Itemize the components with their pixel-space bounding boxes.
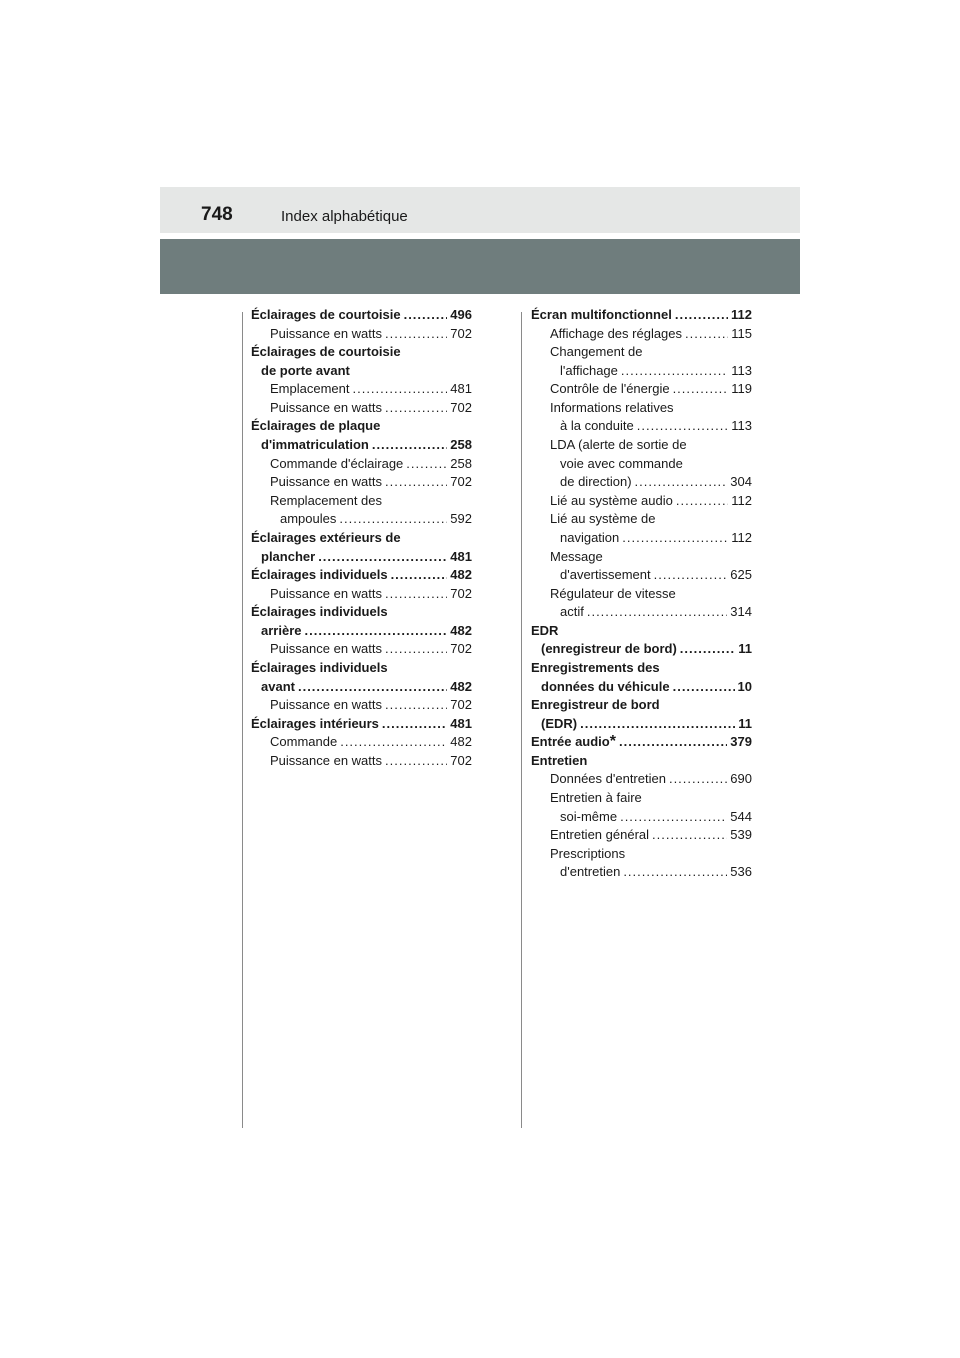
dot-leader (318, 548, 447, 567)
index-entry (531, 808, 752, 827)
index-entry (531, 380, 752, 399)
index-entry-label: Éclairages de plaque (251, 418, 381, 434)
dot-leader (622, 529, 728, 548)
dot-leader (406, 455, 447, 474)
page-reference: 496 (450, 307, 472, 322)
index-entry-text (531, 622, 752, 641)
page-reference: 11 (738, 641, 752, 657)
index-entry-label: actif (560, 604, 584, 620)
dot-leader (587, 603, 727, 622)
index-entry-label: Écran multifonctionnel (531, 307, 672, 322)
page-reference: 690 (730, 771, 752, 787)
dot-leader (637, 417, 729, 436)
page-reference: 544 (730, 808, 752, 824)
dot-leader (385, 585, 447, 604)
index-entry-text (531, 399, 752, 418)
dot-leader (385, 752, 447, 771)
index-entry (251, 678, 472, 697)
dot-leader (685, 325, 728, 344)
dot-leader (372, 436, 447, 455)
index-entry-label: Puissance en watts (270, 585, 383, 601)
index-entry (251, 548, 472, 567)
dot-leader (623, 863, 727, 882)
index-entry (251, 455, 472, 474)
page-reference: 482 (450, 678, 472, 694)
index-entry-label: Lié au système de (550, 511, 656, 527)
page-reference: 113 (731, 362, 752, 378)
page-reference: 481 (450, 715, 472, 731)
index-entry-text (531, 343, 752, 362)
index-entry-label: navigation (560, 529, 620, 545)
index-entry (531, 566, 752, 585)
index-entry-text (531, 548, 752, 567)
index-entry-label: l'affichage (560, 362, 618, 378)
index-entry-label: Contrôle de l'énergie (550, 381, 670, 397)
dot-leader (676, 492, 728, 511)
index-entry (531, 678, 752, 697)
index-entry (251, 566, 472, 585)
index-entry-label: à la conduite (560, 418, 634, 434)
index-entry-text (531, 436, 752, 455)
page-reference: 702 (450, 641, 472, 657)
index-column-right (531, 306, 752, 882)
index-entry-label: Éclairages intérieurs (251, 715, 379, 731)
page-reference: 304 (730, 474, 752, 490)
index-entry-label: Éclairages de courtoisie (251, 344, 401, 360)
index-entry (531, 473, 752, 492)
dot-leader (340, 733, 447, 752)
page-reference: 702 (450, 474, 472, 490)
index-entry-label: Puissance en watts (270, 752, 383, 768)
index-entry-label: soi-même (560, 808, 618, 824)
index-entry-label: Éclairages individuels (251, 567, 388, 583)
index-entry-label: données du véhicule (541, 678, 670, 694)
index-entry (251, 622, 472, 641)
page-reference: 702 (450, 325, 472, 341)
index-entry-text (251, 529, 472, 548)
index-entry (531, 603, 752, 622)
index-entry (531, 863, 752, 882)
index-entry-text (251, 603, 472, 622)
index-entry-label: Enregistreur de bord (531, 697, 660, 713)
page-reference: 536 (730, 864, 752, 880)
index-entry-label: Lié au système audio (550, 492, 673, 508)
index-entry-label: Puissance en watts (270, 641, 383, 657)
index-entry-label: Changement de (550, 344, 643, 360)
index-entry (251, 585, 472, 604)
index-entry (251, 752, 472, 771)
dot-leader (620, 808, 727, 827)
index-entry (531, 826, 752, 845)
page-reference: 539 (730, 827, 752, 843)
index-entry-text (531, 585, 752, 604)
page-reference: 112 (731, 307, 752, 322)
section-tab-bar (160, 239, 800, 294)
page-reference: 112 (731, 492, 752, 508)
index-entry-label: (enregistreur de bord) (541, 641, 677, 657)
page-reference: 482 (450, 734, 472, 750)
dot-leader (404, 306, 448, 325)
page-reference: 10 (737, 678, 752, 694)
page-reference: 314 (730, 604, 752, 620)
index-entry-label: arrière (261, 622, 302, 638)
index-entry (531, 306, 752, 325)
index-entry-text (251, 492, 472, 511)
index-entry-text (251, 362, 472, 381)
index-entry (251, 306, 472, 325)
index-entry-label: (EDR) (541, 715, 578, 731)
page-reference: 481 (450, 381, 472, 397)
index-entry-text (531, 455, 752, 474)
index-entry-label: avant (261, 678, 295, 694)
page-reference: 625 (730, 567, 752, 583)
left-column-rule (242, 312, 243, 1128)
page-reference: 592 (450, 511, 472, 527)
index-entry-label: Données d'entretien (550, 771, 666, 787)
page-number: 748 (201, 204, 233, 225)
index-entry-text (251, 417, 472, 436)
index-entry-text (531, 789, 752, 808)
index-entry: Entrée audio * ..... 379 (531, 733, 752, 752)
index-entry-label: Éclairages individuels (251, 659, 388, 675)
index-entry-label: de direction) (560, 474, 632, 490)
index-entry-label: Commande d'éclairage (270, 455, 404, 471)
dot-leader (382, 715, 447, 734)
dot-leader (652, 826, 727, 845)
index-entry-label: Éclairages extérieurs de (251, 529, 401, 545)
dot-leader (298, 678, 447, 697)
dot-leader (352, 380, 447, 399)
index-entry (251, 510, 472, 529)
index-entry (531, 325, 752, 344)
index-entry (251, 325, 472, 344)
index-entry-label: LDA (alerte de sortie de (550, 437, 687, 453)
index-entry-text (251, 659, 472, 678)
page-reference: 702 (450, 752, 472, 768)
right-column-rule (521, 312, 522, 1128)
index-entry-label: Entretien (531, 752, 588, 768)
dot-leader (385, 696, 447, 715)
index-entry-label: d'avertissement (560, 567, 651, 583)
dot-leader (680, 640, 735, 659)
page-reference: 115 (731, 325, 752, 341)
index-entry (251, 733, 472, 752)
header-band (160, 187, 800, 233)
index-entry-label: Affichage des réglages (550, 325, 683, 341)
dot-leader (385, 473, 447, 492)
index-entry-label: voie avec commande (560, 455, 683, 471)
index-entry-label: Éclairages individuels (251, 604, 388, 620)
page-reference: 113 (731, 418, 752, 434)
index-entry-label: Puissance en watts (270, 399, 383, 415)
dot-leader (654, 566, 728, 585)
index-entry-text (251, 343, 472, 362)
index-entry-label: ampoules (280, 511, 337, 527)
dot-leader (339, 510, 447, 529)
index-entry (251, 473, 472, 492)
index-entry (251, 640, 472, 659)
index-entry-label: Entretien à faire (550, 790, 642, 806)
page-title: Index alphabétique (281, 208, 408, 225)
index-entry-label: plancher (261, 548, 316, 564)
index-entry-label: Puissance en watts (270, 697, 383, 713)
dot-leader (619, 733, 727, 752)
index-entry-label: EDR (531, 622, 559, 638)
dot-leader (673, 678, 735, 697)
index-entry (531, 640, 752, 659)
dot-leader (304, 622, 447, 641)
index-entry-text (531, 845, 752, 864)
index-entry-label: Commande (270, 734, 338, 750)
page-reference: 379 (730, 734, 752, 750)
index-entry-label: Emplacement (270, 381, 350, 397)
index-entry-text (531, 659, 752, 678)
dot-leader (673, 380, 729, 399)
index-entry-label: d'entretien (560, 864, 621, 880)
index-entry-text (531, 696, 752, 715)
dot-leader (635, 473, 728, 492)
dot-leader (385, 640, 447, 659)
index-entry-label: Éclairages de courtoisie (251, 307, 401, 322)
index-entry-label: Puissance en watts (270, 474, 383, 490)
index-entry (251, 696, 472, 715)
dot-leader (675, 306, 728, 325)
page-reference: 119 (731, 381, 752, 397)
page-reference: 258 (450, 437, 472, 453)
index-entry-label: Enregistrements des (531, 659, 660, 675)
index-entry-label: Prescriptions (550, 845, 626, 861)
index-entry (531, 417, 752, 436)
index-entry-label: d'immatriculation (261, 437, 369, 453)
index-entry (531, 529, 752, 548)
page-reference: 702 (450, 399, 472, 415)
index-entry (531, 770, 752, 789)
index-entry-text (531, 510, 752, 529)
index-entry (251, 715, 472, 734)
dot-leader (385, 325, 447, 344)
index-entry-label: Informations relatives (550, 399, 674, 415)
dot-leader (385, 399, 447, 418)
index-entry (531, 715, 752, 734)
index-entry-label: Régulateur de vitesse (550, 585, 676, 601)
page-reference: 482 (450, 622, 472, 638)
index-entry (251, 436, 472, 455)
page-reference: 258 (450, 455, 472, 471)
index-entry-label: Entrée audio (531, 734, 610, 750)
page-reference: 702 (450, 585, 472, 601)
dot-leader (621, 362, 728, 381)
index-entry-label: Puissance en watts (270, 325, 383, 341)
index-entry (251, 380, 472, 399)
index-entry (531, 492, 752, 511)
index-column-left (251, 306, 472, 770)
dot-leader (580, 715, 735, 734)
index-entry-label: Remplacement des (270, 492, 382, 508)
page-reference: 11 (738, 715, 752, 731)
page-reference: 481 (450, 548, 472, 564)
page-reference: 702 (450, 697, 472, 713)
index-entry (531, 362, 752, 381)
page-reference: 112 (731, 529, 752, 545)
index-entry-label: de porte avant (261, 362, 350, 378)
index-entry (251, 399, 472, 418)
page-reference: 482 (450, 567, 472, 583)
dot-leader (391, 566, 448, 585)
index-entry-label: Message (550, 548, 603, 564)
index-entry-label: Entretien général (550, 827, 650, 843)
index-entry-text (531, 752, 752, 771)
dot-leader (669, 770, 727, 789)
